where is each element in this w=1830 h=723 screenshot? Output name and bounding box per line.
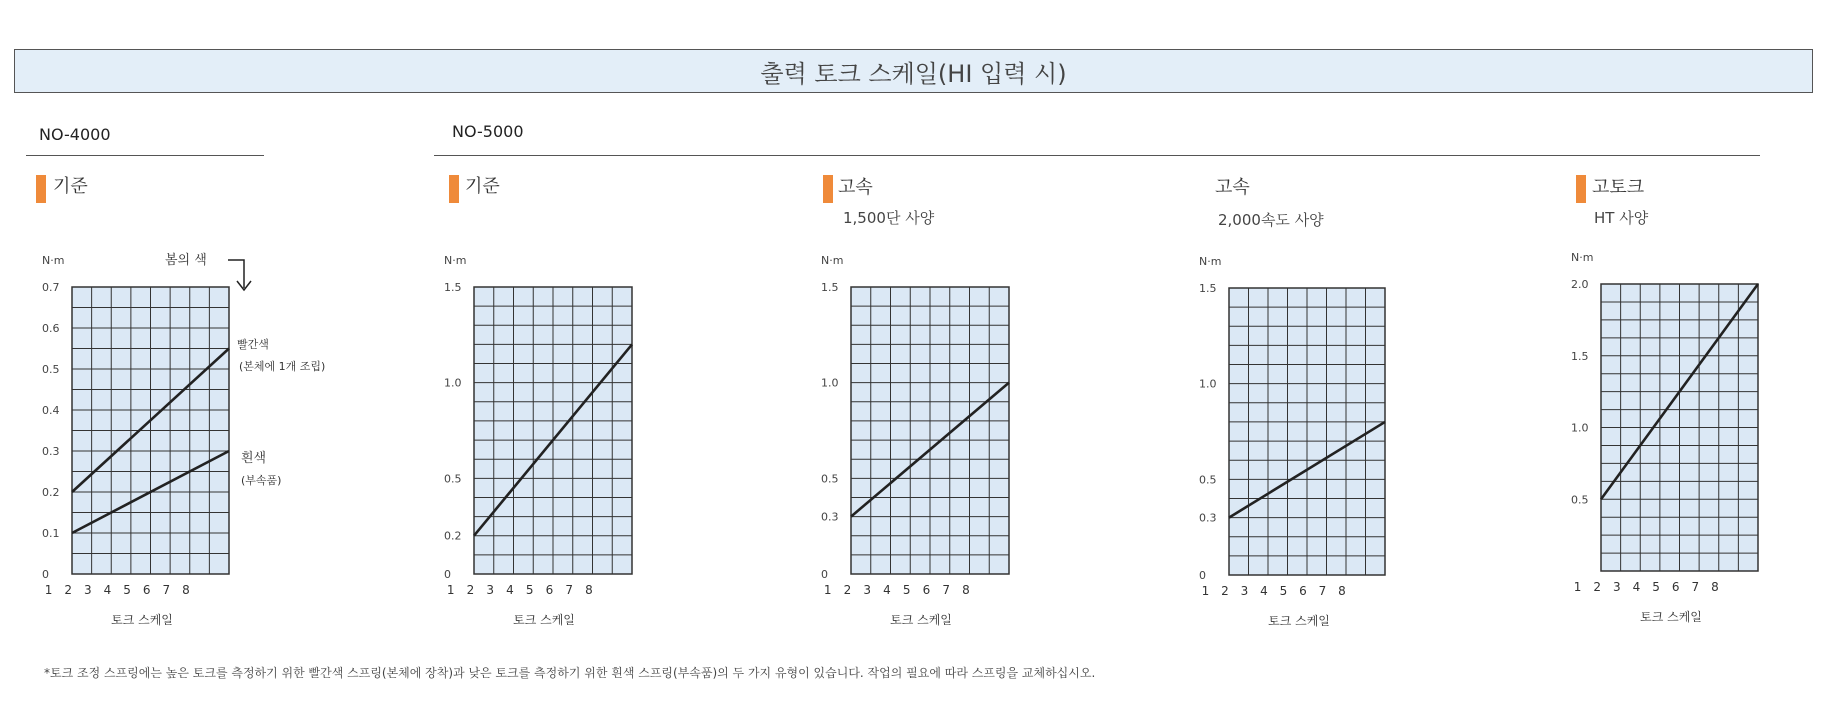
chart-3-x-tick-label: 2 [843, 583, 852, 597]
chart-4-x-tick-label: 7 [1318, 584, 1327, 598]
chart-4-x-axis-label: 토크 스케일 [1268, 614, 1330, 628]
chart-4-x-tick-label: 8 [1338, 584, 1346, 598]
chart-4-x-tick-label: 3 [1240, 584, 1249, 598]
chart-4-y-tick-label: 1.0 [1199, 377, 1217, 391]
chart-3-y-tick-label: 1.0 [821, 376, 839, 390]
chart-5-y-axis-label: N·m [1571, 251, 1594, 264]
spring-color-pointer [228, 260, 244, 288]
chart-5-y-tick-label: 1.0 [1571, 421, 1589, 435]
chart-1-x-tick-label: 3 [84, 583, 92, 597]
chart-1-x-tick-label: 5 [123, 583, 131, 597]
chart-2-y-tick-label: 1.0 [444, 376, 462, 390]
panel-5-heading: 고토크 [1592, 177, 1645, 198]
chart-2-y-axis-label: N·m [444, 254, 467, 267]
page-title: 출력 토크 스케일(HI 입력 시) [760, 59, 1067, 88]
chart-4-x-tick-label: 2 [1221, 584, 1229, 598]
chart-2-x-tick-label: 4 [506, 583, 514, 597]
chart-1-x-tick-label: 7 [162, 583, 171, 597]
chart-4-x-tick-label: 6 [1299, 584, 1307, 598]
chart-3-x-tick-label: 5 [902, 583, 911, 597]
chart-2-x-tick-label: 8 [585, 583, 593, 597]
chart-3-y-tick-label: 1.5 [821, 281, 839, 294]
chart-3-x-axis-label: 토크 스케일 [890, 613, 952, 627]
chart-5-x-tick-label: 1 [1573, 580, 1582, 594]
chart-5-x-tick-label: 8 [1711, 580, 1719, 594]
chart-1-y-tick-label: 0.5 [42, 363, 60, 376]
chart-4-x-tick-label: 4 [1260, 584, 1268, 598]
chart-3-y-tick-label: 0.3 [821, 510, 839, 524]
chart-1-x-axis-label: 토크 스케일 [111, 613, 173, 627]
chart-1-y-tick-label: 0 [42, 568, 49, 581]
chart-4-y-tick-label: 0.3 [1199, 511, 1217, 525]
red-spring-label: 빨간색 [237, 338, 269, 351]
chart-1-y-tick-label: 0.7 [42, 281, 60, 294]
chart-1-x-tick-label: 2 [64, 583, 73, 597]
panel-4-heading: 고속 [1215, 177, 1250, 198]
chart-1-y-tick-label: 0.3 [42, 445, 60, 458]
chart-5-y-tick-label: 0.5 [1571, 493, 1589, 507]
chart-5-x-tick-label: 5 [1652, 580, 1660, 594]
chart-1-x-tick-label: 8 [182, 583, 190, 597]
group-label-no-5000: NO-5000 [452, 122, 524, 141]
chart-2-x-tick-label: 1 [446, 583, 455, 597]
chart-2-y-tick-label: 0.2 [444, 529, 462, 543]
chart-2-x-axis-label: 토크 스케일 [513, 613, 575, 627]
white-spring-label: 흰색 [241, 451, 267, 466]
chart-3-y-axis-label: N·m [821, 254, 844, 267]
chart-1-x-tick-label: 1 [44, 583, 53, 597]
red-spring-note: (본체에 1개 조립) [239, 360, 326, 373]
chart-1-y-tick-label: 0.1 [42, 527, 60, 540]
chart-2-y-tick-label: 1.5 [444, 281, 462, 294]
group-label-no-4000: NO-4000 [39, 125, 111, 144]
chart-2-x-tick-label: 6 [545, 583, 554, 597]
chart-5-y-tick-label: 2.0 [1571, 278, 1589, 291]
chart-1-x-tick-label: 4 [103, 583, 112, 597]
chart-3-x-tick-label: 8 [962, 583, 970, 597]
spring-color-label: 봄의 색 [165, 253, 207, 268]
panel-3-subheading: 1,500단 사양 [843, 209, 935, 227]
panel-3-heading: 고속 [838, 177, 873, 198]
chart-5-x-tick-label: 6 [1671, 580, 1680, 594]
panel-5-subheading: HT 사양 [1594, 209, 1649, 227]
chart-5-x-tick-label: 2 [1593, 580, 1602, 594]
chart-5-x-tick-label: 4 [1632, 580, 1641, 594]
chart-5-x-axis-label: 토크 스케일 [1640, 610, 1702, 624]
chart-3-x-tick-label: 7 [942, 583, 951, 597]
white-spring-note: (부속품) [241, 474, 282, 487]
chart-4-y-axis-label: N·m [1199, 255, 1222, 268]
chart-1-y-tick-label: 0.6 [42, 322, 60, 335]
chart-2-y-tick-label: 0.5 [444, 472, 462, 486]
chart-2-x-tick-label: 7 [565, 583, 574, 597]
chart-5-y-tick-label: 1.5 [1571, 349, 1589, 363]
chart-5-x-tick-label: 3 [1613, 580, 1621, 594]
chart-2-x-tick-label: 3 [486, 583, 495, 597]
chart-1-y-tick-label: 0.4 [42, 404, 60, 417]
chart-4-x-tick-label: 5 [1279, 584, 1288, 598]
chart-3-x-tick-label: 6 [922, 583, 931, 597]
chart-4-x-tick-label: 1 [1201, 584, 1210, 598]
chart-5-x-tick-label: 7 [1691, 580, 1700, 594]
chart-3-y-tick-label: 0 [821, 568, 828, 581]
chart-2-x-tick-label: 5 [525, 583, 534, 597]
chart-4-y-tick-label: 1.5 [1199, 282, 1217, 295]
chart-3-x-tick-label: 3 [863, 583, 872, 597]
panel-1-heading: 기준 [53, 176, 88, 197]
chart-1-x-tick-label: 6 [142, 583, 151, 597]
chart-3-x-tick-label: 4 [883, 583, 891, 597]
chart-1-y-tick-label: 0.2 [42, 486, 60, 499]
chart-3-x-tick-label: 1 [823, 583, 832, 597]
panel-2-heading: 기준 [465, 176, 500, 197]
chart-4-y-tick-label: 0 [1199, 569, 1206, 582]
chart-2-y-tick-label: 0 [444, 568, 451, 581]
panel-4-subheading: 2,000속도 사양 [1218, 211, 1324, 229]
footnote: *토크 조정 스프링에는 높은 토크를 측정하기 위한 빨간색 스프링(본체에 장착)과 낮은 토크를 측정하기 위한 흰색 스프링(부속품)의 두 가지 유형이 있습니다. 작업의 필요에 따라 스프링을 교체하십시오. [44, 666, 1096, 680]
chart-1-y-axis-label: N·m [42, 254, 65, 267]
chart-3-y-tick-label: 0.5 [821, 472, 839, 486]
chart-4-y-tick-label: 0.5 [1199, 473, 1217, 487]
chart-2-x-tick-label: 2 [466, 583, 475, 597]
